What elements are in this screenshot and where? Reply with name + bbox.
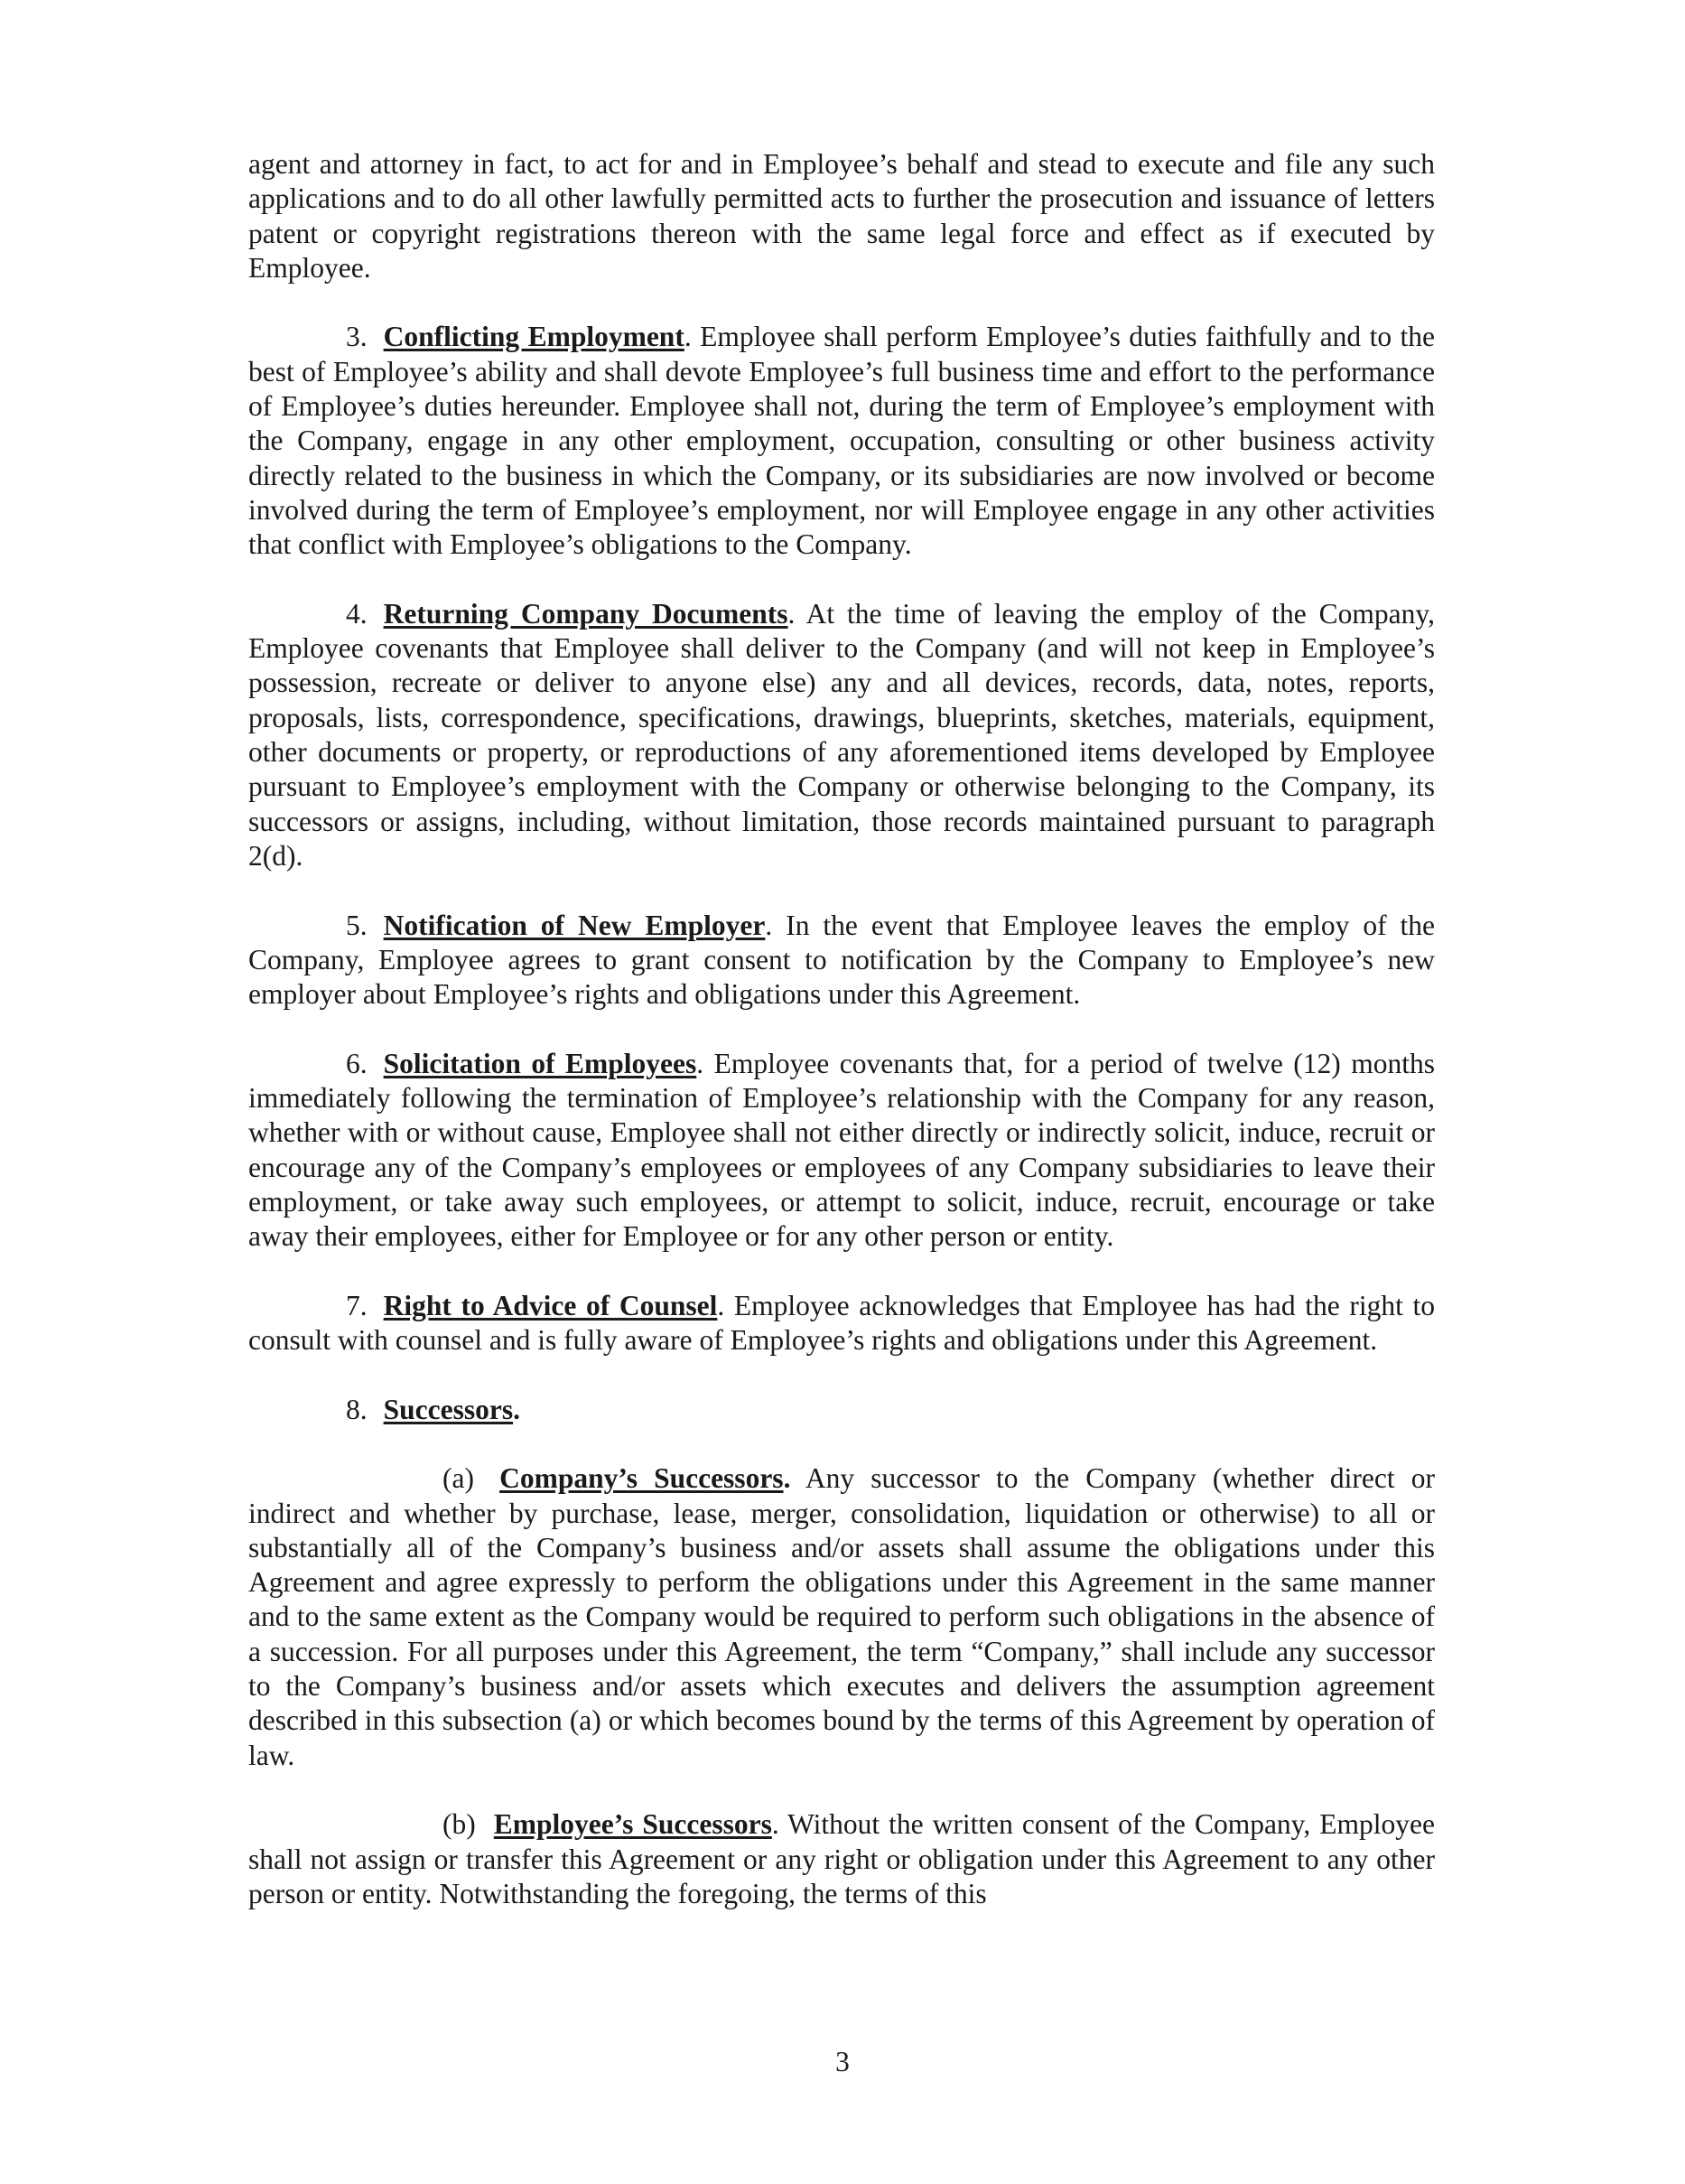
section-4-paragraph [248,597,1435,873]
subsection-a-heading: Company’s Successors [499,1462,784,1495]
section-5-text: In the event that Employee leaves the employ of the Company, Employee agrees to grant consent to notification by the Company to Employee’s new employer about Employee’s rights and obligations under this Agreement. [248,909,1435,1011]
section-6-heading-punct: . [696,1047,704,1079]
section-5-heading: Notification of New Employer [383,909,766,941]
section-4-number: 4. [346,597,368,630]
section-8-paragraph [248,1393,1435,1427]
section-7-paragraph [248,1289,1435,1358]
section-5-heading-punct: . [765,909,773,941]
section-5-paragraph [248,909,1435,1013]
section-7-heading-punct: . [717,1289,725,1321]
section-8-number: 8. [346,1393,368,1425]
subsection-a-paragraph [248,1461,1435,1773]
section-5-number: 5. [346,909,368,941]
section-7-number: 7. [346,1289,368,1321]
section-3-text: Employee shall perform Employee’s duties faithfully and to the best of Employee’s ability and shall devote Employee’s full business time and effort to the performance of Employee’s duties hereunder. Employee shall not, during the term of Employee’s employment with the Company, engage in any other employment, occupation, consulting or other business activity directly related to the business in which the Company, or its subsidiaries are now involved or become involved during the term of Employee’s employment, nor will Employee engage in any other activities that conflict with Employee’s obligations to the Company. [248,321,1435,561]
subsection-a-label: (a) [442,1462,474,1495]
section-7-heading: Right to Advice of Counsel [383,1289,718,1321]
page-number: 3 [835,2046,850,2077]
section-4-text: At the time of leaving the employ of the Company, Employee covenants that Employee shall deliver to the Company (and will not keep in Employee’s possession, recreate or deliver to anyone else) any and all devices, records, data, notes, reports, proposals, lists, correspondence, specifications, drawings, blueprints, sketches, materials, equipment, other documents or property, or reproductions of any aforementioned items developed by Employee pursuant to Employee’s employment with the Company or otherwise belonging to the Company, its successors or assigns, including, without limitation, those records maintained pursuant to paragraph 2(d). [248,597,1435,872]
intro-paragraph: agent and attorney in fact, to act for and in Employee’s behalf and stead to execute and file any such applications and to do all other lawfully permitted acts to further the prosecution and issuance of letters patent or copyright registrations thereon with the same legal force and effect as if executed by Employee. [248,148,1435,284]
section-3-paragraph [248,320,1435,562]
section-8-heading-punct: . [513,1393,520,1425]
section-6-heading: Solicitation of Employees [383,1047,697,1079]
subsection-b-heading-punct: . [771,1808,779,1841]
section-3-heading-punct: . [684,321,692,353]
section-6-number: 6. [346,1047,368,1079]
section-7-text: Employee acknowledges that Employee has had the right to consult with counsel and is fully aware of Employee’s rights and obligations under this Agreement. [248,1289,1436,1357]
subsection-b-heading: Employee’s Successors [493,1808,772,1841]
subsection-b-label: (b) [442,1808,476,1841]
section-4-heading-punct: . [787,597,796,630]
section-3-number: 3. [346,321,368,353]
section-6-text: Employee covenants that, for a period of twelve (12) months immediately following the termination of Employee’s relationship with the Company for any reason, whether with or without cause, Employee shall not either directly or indirectly solicit, induce, recruit or encourage any of the Company’s employees or employees of any Company subsidiaries to leave their employment, or take away such employees, or attempt to solicit, induce, recruit, encourage or take away their employees, either for Employee or for any other person or entity. [248,1047,1435,1253]
subsection-a-heading-punct: . [783,1462,791,1495]
section-4-heading: Returning Company Documents [383,597,788,630]
document-body [248,147,1435,1911]
subsection-a-text: Any successor to the Company (whether direct or indirect and whether by purchase, lease, merger, consolidation, liquidation or otherwise) to all or substantially all of the Company’s business and/or assets shall assume the obligations under this Agreement and agree expressly to perform the obligations under this Agreement in the same manner and to the same extent as the Company would be required to perform such obligations in the absence of a succession. For all purposes under this Agreement, the term “Company,” shall include any successor to the Company’s business and/or assets which executes and delivers the assumption agreement described in this subsection (a) or which becomes bound by the terms of this Agreement by operation of law. [248,1462,1435,1771]
subsection-b-text: Without the written consent of the Company, Employee shall not assign or transfer this Agreement or any right or obligation under this Agreement to any other person or entity. Notwithstanding the foregoing, the terms of this [248,1808,1435,1909]
section-6-paragraph [248,1047,1435,1255]
subsection-b-paragraph [248,1807,1435,1911]
section-3-heading: Conflicting Employment [383,321,684,353]
section-8-heading: Successors [383,1393,514,1425]
